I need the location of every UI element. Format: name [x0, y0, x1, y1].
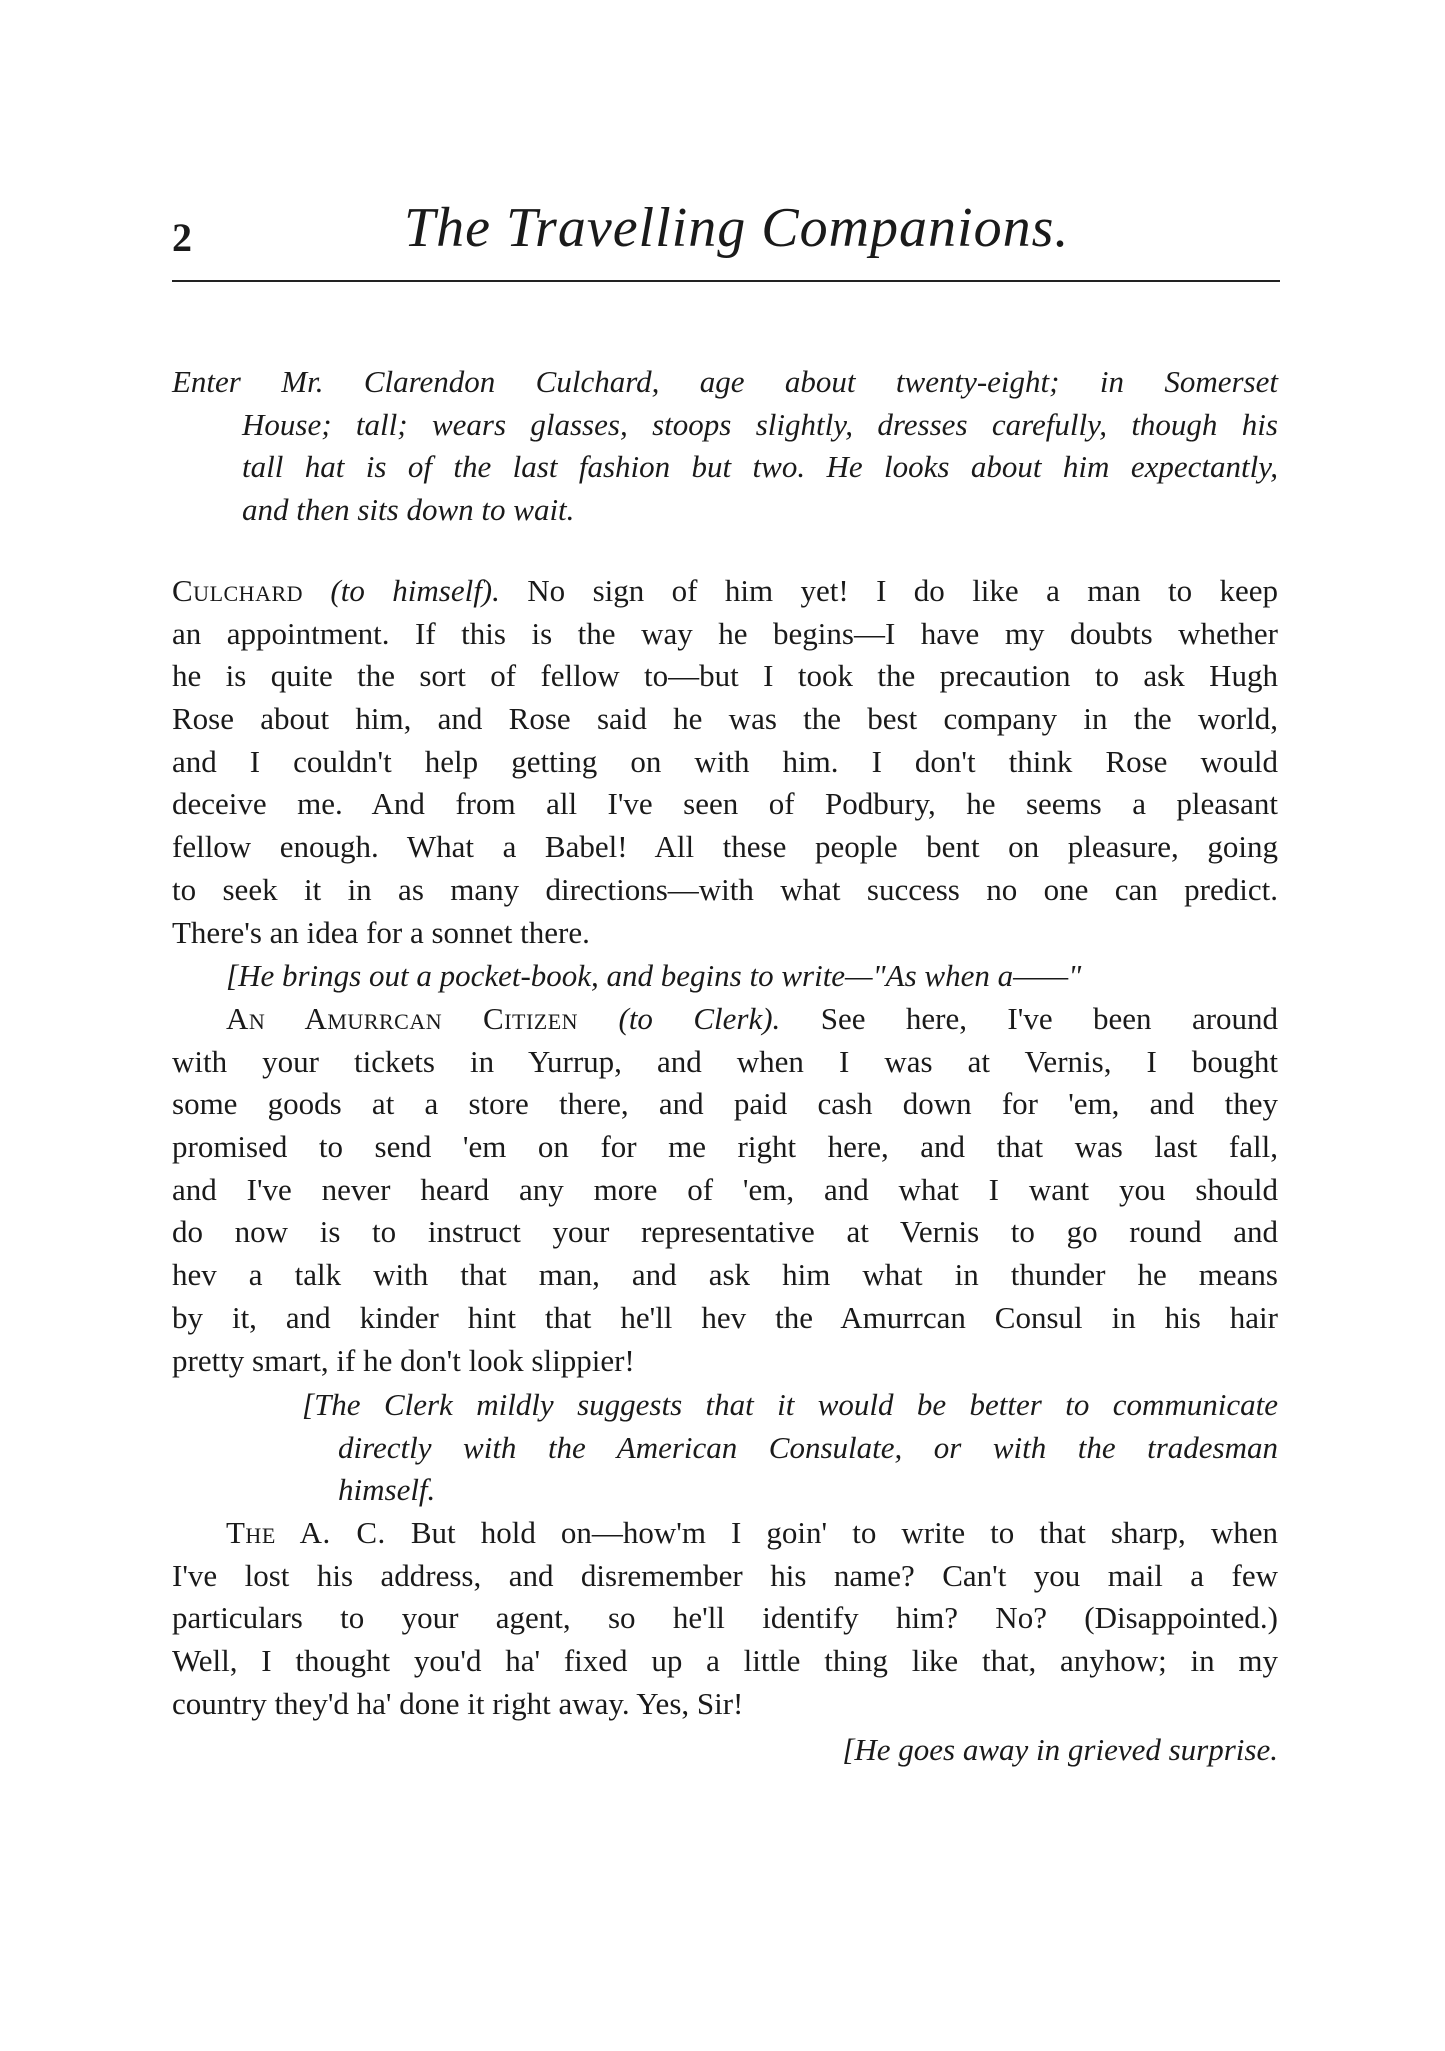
- speaker-name: An Amurrcan Citizen: [226, 1001, 579, 1036]
- speaker-name: Culchard: [172, 573, 304, 608]
- text-line: country they'd ha' done it right away. Yes, Sir!: [172, 1685, 744, 1721]
- text-line: fellow enough. What a Babel! All these people bent on pleasure, going: [172, 829, 1278, 865]
- text-line: and I couldn't help getting on with him. I don't think Rose would: [172, 743, 1278, 779]
- stage-direction-clerk: [172, 1384, 1278, 1512]
- text-line: pretty smart, if he don't look slippier!: [172, 1342, 635, 1378]
- text-line: Enter Mr. Clarendon Culchard, age about twenty-eight; in Somerset: [172, 364, 1278, 399]
- page-number: 2: [172, 215, 192, 260]
- text-line: by it, and kinder hint that he'll hev the Amurrcan Consul in his hair: [172, 1299, 1278, 1335]
- text-line: he is quite the sort of fellow to—but I took the precaution to ask Hugh: [172, 658, 1278, 694]
- text-line: himself.: [338, 1472, 436, 1508]
- speech-first-line: [172, 570, 1278, 613]
- speaker-direction: (to Clerk).: [618, 1001, 781, 1036]
- text-line: I've lost his address, and disremember his name? Can't you mail a few: [172, 1557, 1278, 1593]
- culchard-speech: [172, 570, 1278, 954]
- text-line: and then sits down to wait.: [242, 492, 575, 528]
- text-line: [The Clerk mildly suggests that it would be better to communicate: [302, 1387, 1278, 1422]
- text-line: hev a talk with that man, and ask him what in thunder he means: [172, 1257, 1278, 1293]
- text-line: and I've never heard any more of 'em, and what I want you should: [172, 1171, 1278, 1207]
- stage-direction-exit: [760, 1729, 1278, 1772]
- citizen-speech: [172, 998, 1278, 1382]
- text-line: [He goes away in grieved surprise.: [842, 1732, 1278, 1767]
- stage-direction-enter: [172, 361, 1278, 532]
- stage-direction-pocket-book: [172, 955, 1278, 998]
- text-line: particulars to your agent, so he'll identify him? No? (Disappointed.): [172, 1600, 1278, 1636]
- running-title: The Travelling Companions.: [404, 197, 1070, 259]
- text-line: some goods at a store there, and paid cash down for 'em, and they: [172, 1086, 1278, 1122]
- text-line: to seek it in as many directions—with what success no one can predict.: [172, 871, 1278, 907]
- text-line: tall hat is of the last fashion but two. He looks about him expectantly,: [242, 449, 1278, 485]
- text-line: Rose about him, and Rose said he was the best company in the world,: [172, 701, 1278, 737]
- ac-speech: [172, 1512, 1278, 1725]
- speech-first-line: [172, 998, 1278, 1041]
- text-line: See here, I've been around: [820, 1001, 1279, 1036]
- text-line: with your tickets in Yurrup, and when I was at Vernis, I bought: [172, 1043, 1278, 1079]
- text-line: promised to send 'em on for me right here, and that was last fall,: [172, 1129, 1278, 1165]
- text-line: [He brings out a pocket-book, and begins to write—"As when a——": [226, 958, 1082, 993]
- text-line: Well, I thought you'd ha' fixed up a little thing like that, anyhow; in my: [172, 1643, 1278, 1679]
- text-line: do now is to instruct your representative at Vernis to go round and: [172, 1214, 1278, 1250]
- speech-first-line: [172, 1512, 1278, 1555]
- text-line: directly with the American Consulate, or with the tradesman: [338, 1429, 1278, 1465]
- text-line: No sign of him yet! I do like a man to keep: [527, 573, 1279, 608]
- speaker-name: The A. C.: [226, 1515, 386, 1550]
- text-line: deceive me. And from all I've seen of Podbury, he seems a pleasant: [172, 786, 1278, 822]
- page-header: [172, 196, 1272, 276]
- header-rule: [172, 280, 1280, 282]
- text-line: an appointment. If this is the way he begins—I have my doubts whether: [172, 615, 1278, 651]
- text-line: House; tall; wears glasses, stoops slightly, dresses carefully, though his: [242, 406, 1278, 442]
- speaker-direction: (to himself).: [330, 573, 500, 608]
- text-line: But hold on—how'm I goin' to write to that sharp, when: [410, 1515, 1278, 1550]
- text-line: There's an idea for a sonnet there.: [172, 914, 590, 950]
